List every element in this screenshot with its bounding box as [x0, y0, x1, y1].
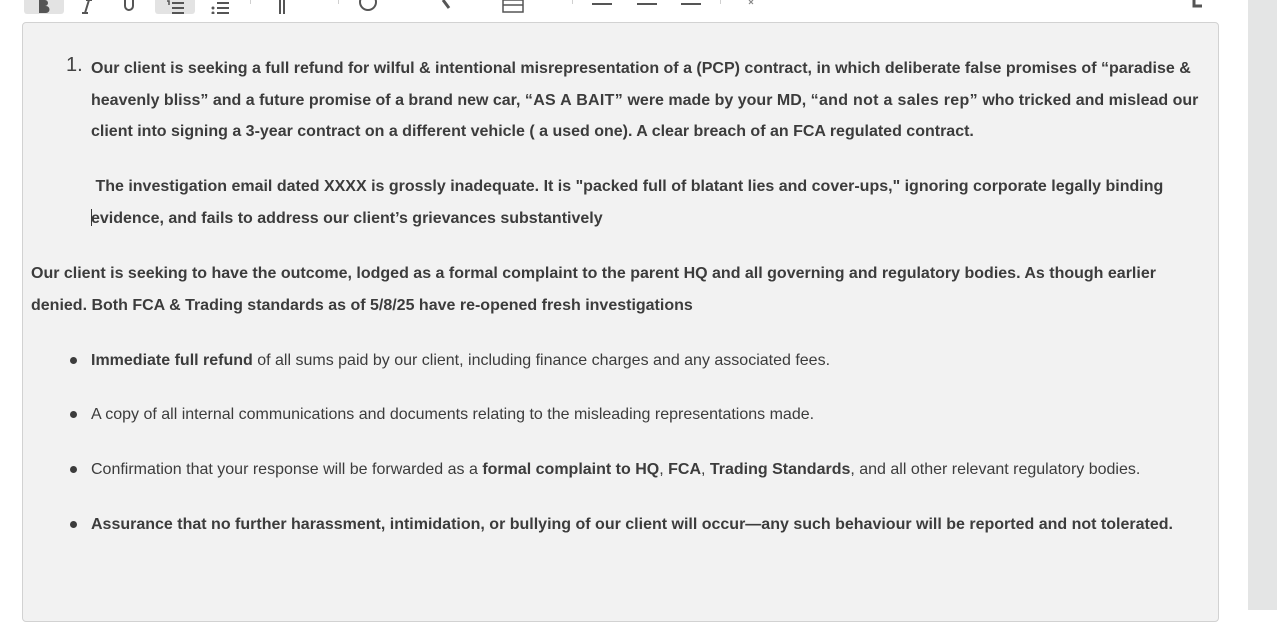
bullet-confirmation-trading: Trading Standards [709, 461, 851, 478]
image-icon[interactable] [500, 0, 526, 14]
emoji-icon[interactable] [355, 0, 381, 14]
bullet-confirmation-a: Confirmation that your response will be forwarded as a [91, 461, 483, 478]
investigation-line-1: The investigation email dated XXXX is grossly inadequate. It is "packed full of blatant lies and cover-ups," ignoring corporate legally binding [91, 178, 1164, 195]
bullet-dot [70, 521, 77, 528]
numbered-list-item [66, 53, 1221, 148]
bullet-confirmation-fca: FCA [668, 461, 701, 478]
bullet-communications-text: A copy of all internal communications and documents relating to the misleading representations made. [91, 406, 815, 423]
editor-toolbar [0, 0, 1248, 16]
rich-text-editor[interactable] [22, 22, 1219, 622]
bold-icon[interactable] [24, 0, 64, 14]
align-center-icon[interactable] [635, 0, 659, 14]
item1-not-a-sales-rep: “and not a sales rep” [810, 91, 978, 109]
item1-as-a-bait: “AS A BAIT” [524, 91, 624, 109]
paragraph-icon[interactable] [270, 0, 294, 14]
item1-text-b: were made by your MD, [623, 91, 811, 109]
italic-icon[interactable] [76, 0, 98, 14]
bullet-assurance-text: Assurance that no further harassment, intimidation, or bullying of our client will occur—any such behaviour will be reported and not tolerated. [91, 516, 1173, 533]
item1-text-c: who tricked and mislead our client into signing a 3-year contract on a different vehicle ( a used one). A clear breach of an FCA regulated contract. [91, 91, 1199, 140]
expand-icon[interactable] [1185, 0, 1209, 14]
align-left-icon[interactable] [590, 0, 614, 14]
list-number: 1. [66, 54, 83, 76]
investigation-paragraph [91, 171, 1221, 234]
page-scrollbar[interactable] [1248, 0, 1277, 610]
bullet-refund-text: of all sums paid by our client, including finance charges and any associated fees. [252, 352, 831, 369]
clear-format-icon[interactable] [740, 0, 764, 14]
comma: , [659, 461, 669, 478]
bulleted-list-icon[interactable] [205, 0, 235, 14]
investigation-line-2: evidence, and fails to address our client’s grievances substantively [91, 209, 603, 227]
link-icon[interactable] [433, 0, 459, 14]
numbered-list-icon[interactable] [155, 0, 195, 14]
align-right-icon[interactable] [679, 0, 703, 14]
item1-text-a: Our client is seeking a full refund for wilful & intentional misrepresentation of a (PCP) contract, in which deliberate false promises of “paradise & heavenly bliss” and a future promise of a brand new car, [91, 60, 1191, 109]
bullet-refund-bold: Immediate full refund [91, 352, 253, 369]
bullet-confirmation-hq: formal complaint to HQ [482, 461, 660, 478]
outcome-paragraph: Our client is seeking to have the outcome, lodged as a formal complaint to the parent HQ and all governing and regulatory bodies. As though earlier denied. Both FCA & Trading standards as of 5/8/25 have re-opened fresh investigations [31, 265, 1156, 314]
underline-icon[interactable] [118, 0, 140, 14]
bullet-item-communications [91, 399, 1231, 431]
bullet-confirmation-end: , and all other relevant regulatory bodies. [850, 461, 1141, 478]
comma: , [701, 461, 710, 478]
bullet-dot [70, 411, 77, 418]
bullet-item-assurance [91, 509, 1231, 541]
bullet-dot [70, 466, 77, 473]
bullet-item-refund [91, 345, 1231, 377]
bullet-item-confirmation [91, 454, 1231, 486]
bullet-dot [70, 357, 77, 364]
